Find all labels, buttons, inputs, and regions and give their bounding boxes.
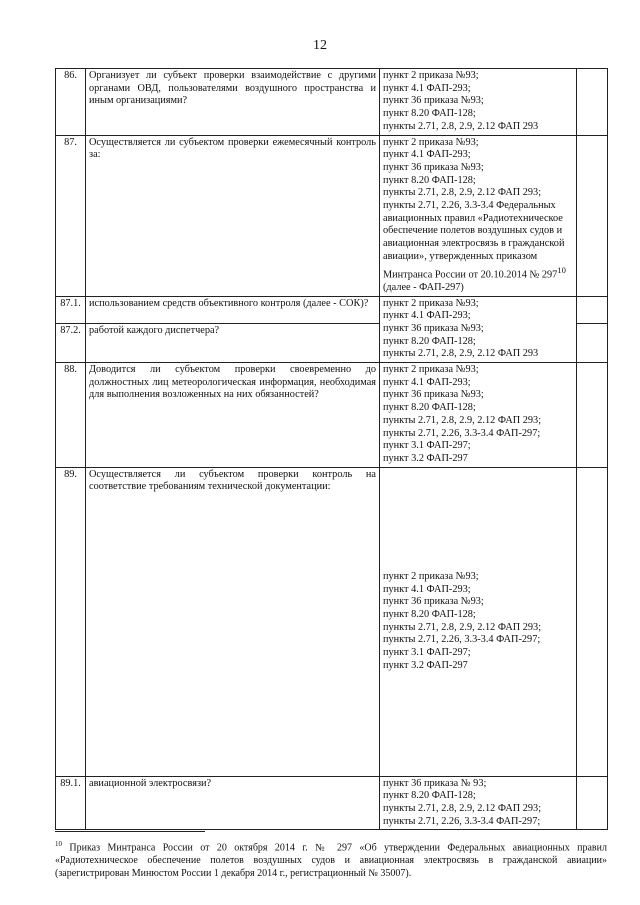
question-text: Организует ли субъект проверки взаимодействие с другими органами ОВД, пользователями воздушного пространства и иным организациями? (86, 69, 380, 136)
table-row (56, 135, 608, 296)
mark-cell (577, 296, 608, 323)
footnote-marker: 10 (557, 264, 566, 275)
table-row (56, 363, 608, 468)
question-text: Осуществляется ли субъектом проверки ежемесячный контроль за: (86, 135, 380, 296)
question-text: Осуществляется ли субъектом проверки контроль на соответствие требованиям технической документации: (86, 467, 380, 776)
mark-cell (577, 776, 608, 830)
legal-references: пункт 36 приказа № 93; пункт 8.20 ФАП-128; пункты 2.71, 2.8, 2.9, 2.12 ФАП 293; пункты 2.71, 2.26, 3.3-3.4 ФАП-297; (380, 776, 577, 830)
table-row (56, 296, 608, 323)
mark-cell (577, 135, 608, 296)
item-number: 87.2. (56, 323, 86, 362)
footnote (55, 838, 607, 880)
footnote-divider (55, 831, 205, 832)
item-number: 87. (56, 135, 86, 296)
item-number: 88. (56, 363, 86, 468)
page-number: 12 (313, 38, 327, 53)
legal-references: пункт 2 приказа №93; пункт 4.1 ФАП-293; пункт 36 приказа №93; пункт 8.20 ФАП-128; пункты 2.71, 2.8, 2.9, 2.12 ФАП 293 (380, 69, 577, 136)
item-number: 89.1. (56, 776, 86, 830)
item-number: 89. (56, 467, 86, 776)
table-row (56, 776, 608, 830)
question-text: использованием средств объективного контроля (далее - СОК)? (86, 296, 380, 323)
question-text: работой каждого диспетчера? (86, 323, 380, 362)
legal-references (380, 135, 577, 296)
legal-references: пункт 2 приказа №93; пункт 4.1 ФАП-293; пункт 36 приказа №93; пункт 8.20 ФАП-128; пункты 2.71, 2.8, 2.9, 2.12 ФАП 293 (380, 296, 577, 363)
footnote-text: Приказ Минтранса России от 20 октября 2014 г. № 297 «Об утверждении Федеральных авиационных правил «Радиотехническое обеспечение полетов воздушных судов и авиационная электросвязь в гражданской авиации» (зарегистрирован Минюстом России 1 декабря 2014 г., регистрационный № 35007). (55, 842, 607, 880)
mark-cell (577, 69, 608, 136)
mark-cell (577, 467, 608, 776)
mark-cell (577, 363, 608, 468)
mark-cell (577, 323, 608, 362)
table-row (56, 467, 608, 776)
legal-references: пункт 2 приказа №93; пункт 4.1 ФАП-293; пункт 36 приказа №93; пункт 8.20 ФАП-128; пункты 2.71, 2.8, 2.9, 2.12 ФАП 293; пункты 2.71, 2.26, 3.3-3.4 ФАП-297; пункт 3.1 ФАП-297; пункт 3.2 ФАП-297 (380, 467, 577, 776)
table-row (56, 69, 608, 136)
item-number: 87.1. (56, 296, 86, 323)
checklist-table (55, 68, 608, 830)
footnote-number: 10 (55, 840, 62, 848)
item-number: 86. (56, 69, 86, 136)
question-text: Доводится ли субъектом проверки своевременно до должностных лиц метеорологическая информация, необходимая для выполнения возложенных на них обязанностей? (86, 363, 380, 468)
question-text: авиационной электросвязи? (86, 776, 380, 830)
refs-tail: (далее - ФАП-297) (383, 281, 464, 293)
legal-references: пункт 2 приказа №93; пункт 4.1 ФАП-293; пункт 36 приказа №93; пункт 8.20 ФАП-128; пункты 2.71, 2.8, 2.9, 2.12 ФАП 293; пункты 2.71, 2.26, 3.3-3.4 ФАП-297; пункт 3.1 ФАП-297; пункт 3.2 ФАП-297 (380, 363, 577, 468)
refs-body: пункт 2 приказа №93; пункт 4.1 ФАП-293; пункт 36 приказа №93; пункт 8.20 ФАП-128; пункты 2.71, 2.8, 2.9, 2.12 ФАП 293; пункты 2.71, 2.26, 3.3-3.4 Федеральных авиационных правил «Радиотехническое обеспечение полетов воздушных судов и авиационная электросвязь в гражданской авиации», утвержденных приказом Минтранса России от 20.10.2014 № 297 (383, 136, 565, 280)
